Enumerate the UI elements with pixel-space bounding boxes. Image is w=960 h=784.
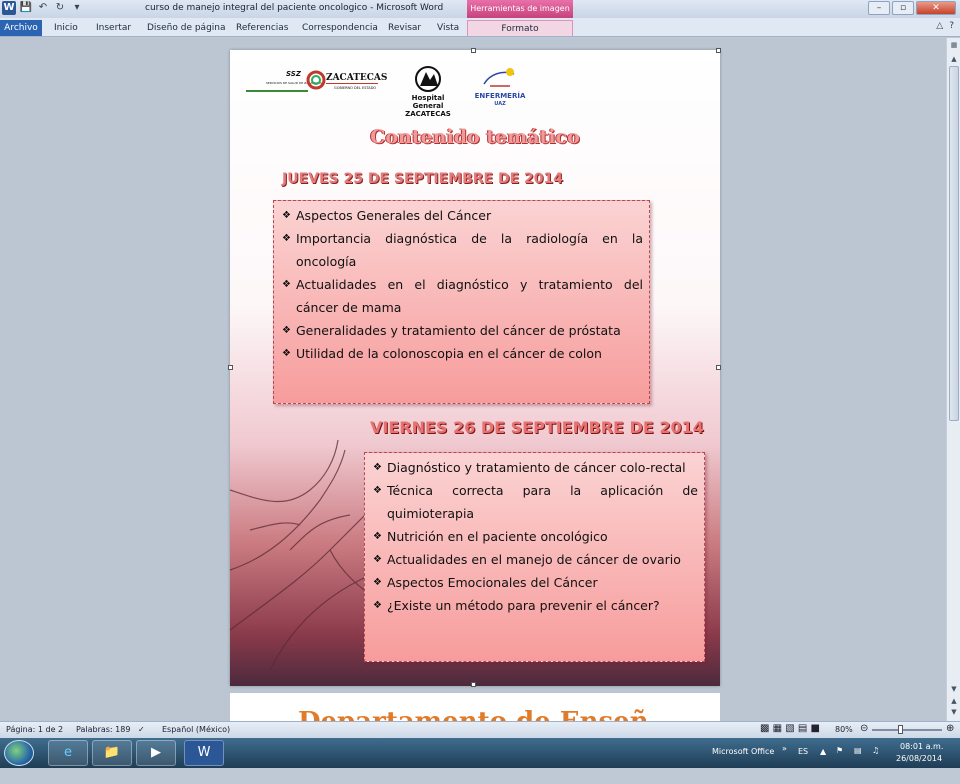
help-icon[interactable]: ? [949, 21, 954, 31]
internet-explorer-icon[interactable]: e [48, 740, 88, 766]
zacatecas-text: ZACATECAS [326, 73, 388, 83]
tab-formato[interactable]: Formato [467, 20, 573, 36]
uaz-text: UAZ [494, 101, 506, 107]
word-count[interactable]: Palabras: 189 [76, 725, 131, 734]
window-controls [868, 1, 956, 15]
list-item: ❖ Actualidades en el diagnóstico y tratamiento del cáncer de mama [282, 273, 643, 319]
diamond-bullet-icon: ❖ [373, 462, 382, 473]
document-page-1[interactable] [230, 50, 720, 686]
volume-icon[interactable]: ♫ [872, 746, 880, 755]
scroll-down-arrow[interactable]: ▼ [951, 685, 957, 693]
minimize-button[interactable]: – [868, 1, 890, 15]
language-indicator[interactable]: Español (México) [162, 725, 231, 734]
list-item: ❖ Actualidades en el manejo de cáncer de ovario [373, 548, 698, 571]
list-item: ❖ ¿Existe un método para prevenir el cáncer? [373, 594, 698, 617]
ribbon-tabs [0, 18, 960, 37]
status-bar [0, 721, 960, 738]
ribbon-right-controls [936, 21, 954, 31]
page-count[interactable]: Página: 1 de 2 [6, 725, 64, 734]
language-bar[interactable]: ES [798, 747, 809, 756]
enfermeria-text: ENFERMERÍA [474, 92, 526, 100]
network-icon[interactable]: ▤ [854, 746, 862, 755]
toolbar-expand-icon[interactable]: » [782, 744, 787, 753]
tray-arrow-icon[interactable]: ▲ [820, 747, 827, 756]
previous-page-icon[interactable]: ▲ [951, 697, 957, 705]
resize-handle-bottom[interactable] [471, 682, 476, 687]
list-item: ❖ Aspectos Generales del Cáncer [282, 204, 643, 227]
ssz-text: SSZ [286, 70, 301, 78]
tab-insertar[interactable]: Insertar [96, 23, 132, 33]
zoom-out-button[interactable]: ⊝ [860, 723, 869, 734]
diamond-bullet-icon: ❖ [282, 233, 291, 244]
diamond-bullet-icon: ❖ [373, 600, 382, 611]
diamond-bullet-icon: ❖ [373, 577, 382, 588]
ssz-subtitle: SERVICIOS DE SALUD DE ZACATECAS [266, 81, 322, 85]
next-page-icon[interactable]: ▼ [951, 708, 957, 716]
start-button[interactable] [4, 740, 34, 766]
resize-handle-right[interactable] [716, 365, 721, 370]
day1-title: JUEVES 25 DE SEPTIEMBRE DE 2014 [282, 171, 563, 187]
zacatecas-subtitle: GOBIERNO DEL ESTADO [334, 86, 377, 90]
redo-icon[interactable]: ↻ [55, 2, 65, 13]
hospital-general-logo [398, 66, 458, 118]
list-item: ❖ Nutrición en el paciente oncológico [373, 525, 698, 548]
hospital-line2: ZACATECAS [405, 110, 451, 118]
proofing-icon[interactable]: ✓ [138, 725, 145, 734]
picture-tools-header: Herramientas de imagen [467, 0, 573, 18]
tab-archivo[interactable]: Archivo [0, 20, 42, 36]
resize-handle-top[interactable] [471, 48, 476, 53]
ssz-zacatecas-logo [246, 66, 388, 98]
clock-time[interactable]: 08:01 a.m. [900, 742, 944, 751]
diamond-bullet-icon: ❖ [373, 531, 382, 542]
tab-revisar[interactable]: Revisar [388, 23, 422, 33]
media-player-icon[interactable]: ▶ [136, 740, 176, 766]
word-app-icon[interactable]: W [3, 2, 15, 13]
word-taskbar-icon[interactable]: W [184, 740, 224, 766]
diamond-bullet-icon: ❖ [282, 210, 291, 221]
list-item: ❖ Generalidades y tratamiento del cáncer de próstata [282, 319, 643, 342]
enfermeria-uaz-logo [474, 66, 526, 110]
day2-topics-box[interactable] [364, 452, 705, 662]
diamond-bullet-icon: ❖ [282, 348, 291, 359]
resize-handle-top-right[interactable] [716, 48, 721, 53]
diamond-bullet-icon: ❖ [282, 279, 291, 290]
list-item: ❖ Diagnóstico y tratamiento de cáncer colo-rectal [373, 456, 698, 479]
document-page-2[interactable] [230, 693, 720, 723]
window-title: curso de manejo integral del paciente oncologico - Microsoft Word [145, 3, 444, 13]
view-buttons[interactable]: ▩ ▦ ▧ ▤ ■ [760, 723, 820, 734]
tab-diseno-pagina[interactable]: Diseño de página [147, 23, 226, 33]
close-button[interactable]: ✕ [916, 1, 956, 15]
restore-button[interactable]: ▫ [892, 1, 914, 15]
page-heading: Contenido temático [370, 126, 580, 148]
diamond-bullet-icon: ❖ [373, 485, 382, 496]
tab-inicio[interactable]: Inicio [54, 23, 78, 33]
hospital-line1: Hospital General [411, 94, 445, 110]
windows-taskbar [0, 738, 960, 768]
action-center-icon[interactable]: ⚑ [836, 746, 844, 755]
zoom-in-button[interactable]: ⊕ [946, 723, 955, 734]
list-item: ❖ Técnica correcta para la aplicación de quimioterapia [373, 479, 698, 525]
tab-correspondencia[interactable]: Correspondencia [302, 23, 378, 33]
clock-date[interactable]: 26/08/2014 [896, 754, 943, 763]
minimize-ribbon-icon[interactable]: △ [936, 21, 944, 31]
list-item: ❖ Utilidad de la colonoscopia en el cáncer de colon [282, 342, 643, 365]
day1-topics-box[interactable] [273, 200, 650, 404]
undo-icon[interactable]: ↶ [38, 2, 48, 13]
scrollbar-thumb[interactable] [949, 66, 959, 421]
vertical-scrollbar[interactable] [946, 38, 960, 721]
quick-access-toolbar [2, 1, 84, 15]
zoom-level[interactable]: 80% [835, 725, 853, 734]
scroll-up-arrow[interactable]: ▲ [951, 55, 957, 63]
zoom-slider[interactable] [872, 729, 942, 731]
hospital-emblem-icon [412, 66, 444, 92]
tab-vista[interactable]: Vista [437, 23, 460, 33]
zoom-slider-knob[interactable] [898, 725, 903, 734]
diamond-bullet-icon: ❖ [282, 325, 291, 336]
diamond-bullet-icon: ❖ [373, 554, 382, 565]
file-explorer-icon[interactable]: 📁 [92, 740, 132, 766]
save-icon[interactable]: 💾 [19, 2, 33, 13]
list-item: ❖ Aspectos Emocionales del Cáncer [373, 571, 698, 594]
day2-title: VIERNES 26 DE SEPTIEMBRE DE 2014 [370, 418, 704, 437]
title-bar [0, 0, 960, 18]
tab-referencias[interactable]: Referencias [236, 23, 289, 33]
nursing-lamp-icon [480, 66, 520, 90]
ruler-toggle-icon[interactable]: ▦ [950, 41, 958, 49]
office-toolbar-label[interactable]: Microsoft Office [712, 747, 775, 756]
customize-qat-icon[interactable]: ▾ [74, 2, 80, 13]
list-item: ❖ Importancia diagnóstica de la radiología en la oncología [282, 227, 643, 273]
resize-handle-left[interactable] [228, 365, 233, 370]
